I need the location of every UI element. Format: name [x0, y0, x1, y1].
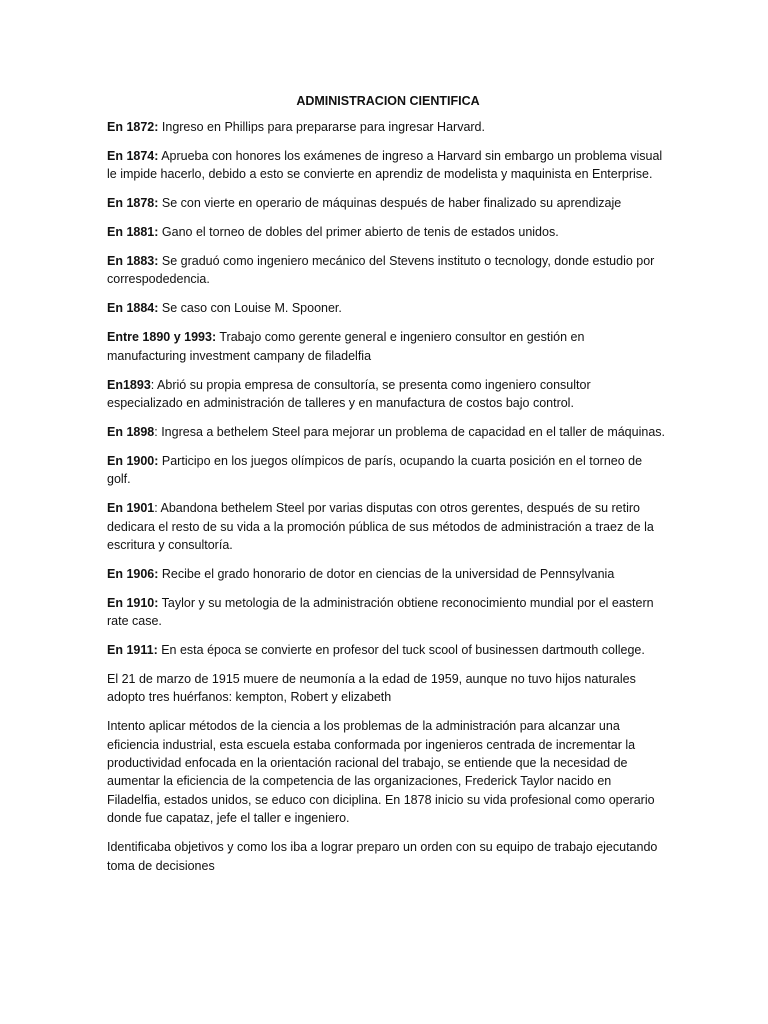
entry-label: En 1881: [107, 225, 159, 240]
timeline-entry [107, 118, 667, 136]
entry-text: : Ingresa a bethelem Steel para mejorar un problema de capacidad en el taller de máquinas. [154, 424, 665, 439]
timeline-entry [107, 423, 667, 441]
timeline-entry [107, 499, 667, 554]
body-paragraph: Intento aplicar métodos de la ciencia a los problemas de la administración para alcanzar una eficiencia industrial, esta escuela estaba conformada por ingenieros centrada de incrementar la productividad enfocada en la orientación racional del trabajo, se entiende que la necesidad de aumentar la eficiencia de la competencia de las organizaciones, Frederick Taylor nacido en Filadelfia, estados unidos, se educo con diciplina. En 1878 inicio su vida profesional como operario donde fue capataz, jefe el taller e ingeniero. [107, 719, 655, 826]
entry-text: Se con vierte en operario de máquinas después de haber finalizado su aprendizaje [158, 196, 622, 211]
entry-text: Ingreso en Phillips para prepararse para ingresar Harvard. [158, 120, 485, 134]
entry-text: Participo en los juegos olímpicos de parís, ocupando la cuarta posición en el torneo de golf. [107, 453, 643, 487]
timeline-entry [107, 594, 667, 631]
entry-label: En 1883: [107, 254, 159, 269]
entry-label: Entre 1890 y 1993: [107, 330, 217, 345]
timeline-entry [107, 328, 667, 365]
timeline-entry [107, 641, 667, 659]
entry-label: En 1901 [107, 501, 155, 516]
entry-text: Gano el torneo de dobles del primer abierto de tenis de estados unidos. [158, 225, 559, 240]
timeline-entry [107, 223, 667, 241]
entry-label: En 1874: [107, 148, 159, 163]
entry-text: Se caso con Louise M. Spooner. [158, 301, 342, 316]
entry-text: Taylor y su metologia de la administración obtiene reconocimiento mundial por el eastern rate case. [107, 595, 654, 629]
entry-label: En 1911: [107, 643, 158, 658]
entry-label: En 1884: [107, 301, 159, 316]
entry-text: Trabajo como gerente general e ingeniero consultor en gestión en manufacturing investment campany de filadelfia [107, 330, 585, 363]
entry-text: : Abrió su propia empresa de consultoría, se presenta como ingeniero consultor especializado en administración de talleres y en manufactura de costos bajo control. [107, 377, 591, 410]
entry-label: En 1878: [107, 196, 159, 211]
entry-text: : Abandona bethelem Steel por varias disputas con otros gerentes, después de su retiro dedicara el resto de su vida a la promoción pública de sus métodos de administración a traez de la escritura y consultoría. [107, 501, 654, 552]
timeline-entries [107, 118, 667, 659]
timeline-entry [107, 194, 667, 212]
entry-text: En esta época se convierte en profesor del tuck scool of businessen dartmouth college. [157, 643, 645, 658]
entry-text: Recibe el grado honorario de dotor en ciencias de la universidad de Pennsylvania [158, 566, 615, 581]
body-paragraph: Identificaba objetivos y como los iba a lograr preparo un orden con su equipo de trabajo ejecutando toma de decisiones [107, 840, 658, 873]
document-title: ADMINISTRACION CIENTIFICA [296, 94, 480, 108]
entry-label: En1893 [107, 377, 151, 392]
timeline-entry [107, 452, 667, 489]
entry-text: Se graduó como ingeniero mecánico del Stevens instituto o tecnology, donde estudio por correspodedencia. [107, 254, 655, 287]
entry-text: Aprueba con honores los exámenes de ingreso a Harvard sin embargo un problema visual le impide hacerlo, debido a esto se convierte en aprendiz de modelista y maquinista en Enterprise. [107, 148, 663, 182]
body-paragraphs [107, 670, 667, 875]
entry-label: En 1906: [107, 566, 159, 581]
timeline-entry [107, 147, 667, 184]
timeline-entry [107, 565, 667, 583]
entry-label: En 1872: [107, 120, 159, 134]
entry-label: En 1898 [107, 424, 155, 439]
entry-label: En 1910: [107, 595, 159, 610]
body-paragraph: El 21 de marzo de 1915 muere de neumonía a la edad de 1959, aunque no tuvo hijos naturales adopto tres huérfanos: kempton, Robert y elizabeth [107, 671, 636, 705]
timeline-entry [107, 252, 667, 289]
document-page [107, 92, 667, 886]
timeline-entry [107, 299, 667, 317]
entry-label: En 1900: [107, 453, 159, 468]
timeline-entry [107, 376, 667, 413]
